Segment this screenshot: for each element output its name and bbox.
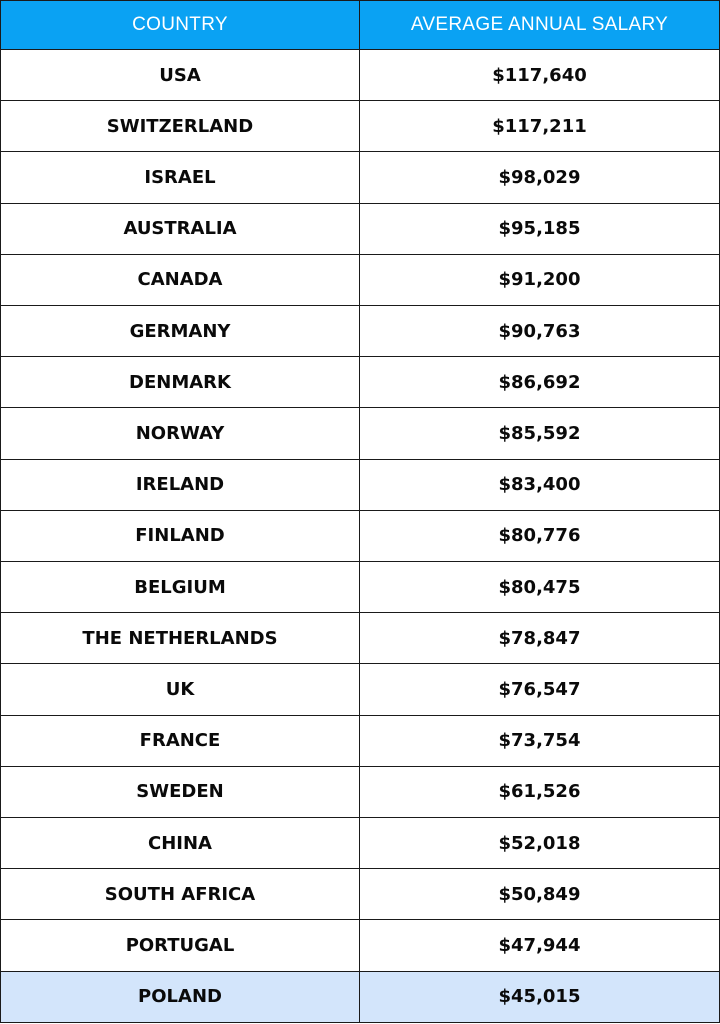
table-row: [1, 818, 720, 869]
country-cell: FINLAND: [1, 510, 360, 561]
salary-column-header: AVERAGE ANNUAL SALARY: [360, 1, 720, 50]
country-cell: FRANCE: [1, 715, 360, 766]
table-row: [1, 510, 720, 561]
table-row: [1, 101, 720, 152]
country-cell: SWITZERLAND: [1, 101, 360, 152]
country-cell: ISRAEL: [1, 152, 360, 203]
table-row: [1, 664, 720, 715]
country-column-header: COUNTRY: [1, 1, 360, 50]
table-row: [1, 613, 720, 664]
salary-cell: $117,640: [360, 50, 720, 101]
salary-cell: $85,592: [360, 408, 720, 459]
salary-cell: $73,754: [360, 715, 720, 766]
table-row: [1, 715, 720, 766]
country-cell: IRELAND: [1, 459, 360, 510]
salary-cell: $90,763: [360, 306, 720, 357]
table-row: [1, 920, 720, 971]
table-body: [1, 50, 720, 1023]
table-row: [1, 254, 720, 305]
table-row: [1, 203, 720, 254]
salary-cell: $83,400: [360, 459, 720, 510]
header-row: [1, 1, 720, 50]
table-row: [1, 971, 720, 1022]
country-cell: CANADA: [1, 254, 360, 305]
table-row: [1, 869, 720, 920]
table-row: [1, 408, 720, 459]
country-cell: BELGIUM: [1, 562, 360, 613]
table-row: [1, 152, 720, 203]
country-cell: NORWAY: [1, 408, 360, 459]
table-row: [1, 562, 720, 613]
table-row: [1, 766, 720, 817]
salary-cell: $78,847: [360, 613, 720, 664]
table-row: [1, 357, 720, 408]
country-cell: SOUTH AFRICA: [1, 869, 360, 920]
table-row: [1, 50, 720, 101]
salary-cell: $80,776: [360, 510, 720, 561]
table-row: [1, 459, 720, 510]
salary-cell: $61,526: [360, 766, 720, 817]
salary-cell: $50,849: [360, 869, 720, 920]
salary-cell: $47,944: [360, 920, 720, 971]
salary-cell: $117,211: [360, 101, 720, 152]
salary-cell: $80,475: [360, 562, 720, 613]
country-cell: GERMANY: [1, 306, 360, 357]
salary-cell: $98,029: [360, 152, 720, 203]
country-cell: DENMARK: [1, 357, 360, 408]
country-cell: THE NETHERLANDS: [1, 613, 360, 664]
country-cell: AUSTRALIA: [1, 203, 360, 254]
salary-cell: $86,692: [360, 357, 720, 408]
country-cell: POLAND: [1, 971, 360, 1022]
country-cell: SWEDEN: [1, 766, 360, 817]
country-cell: USA: [1, 50, 360, 101]
salary-cell: $95,185: [360, 203, 720, 254]
country-cell: CHINA: [1, 818, 360, 869]
salary-cell: $76,547: [360, 664, 720, 715]
salary-cell: $91,200: [360, 254, 720, 305]
country-cell: PORTUGAL: [1, 920, 360, 971]
table-row: [1, 306, 720, 357]
salary-cell: $52,018: [360, 818, 720, 869]
salary-cell: $45,015: [360, 971, 720, 1022]
country-cell: UK: [1, 664, 360, 715]
